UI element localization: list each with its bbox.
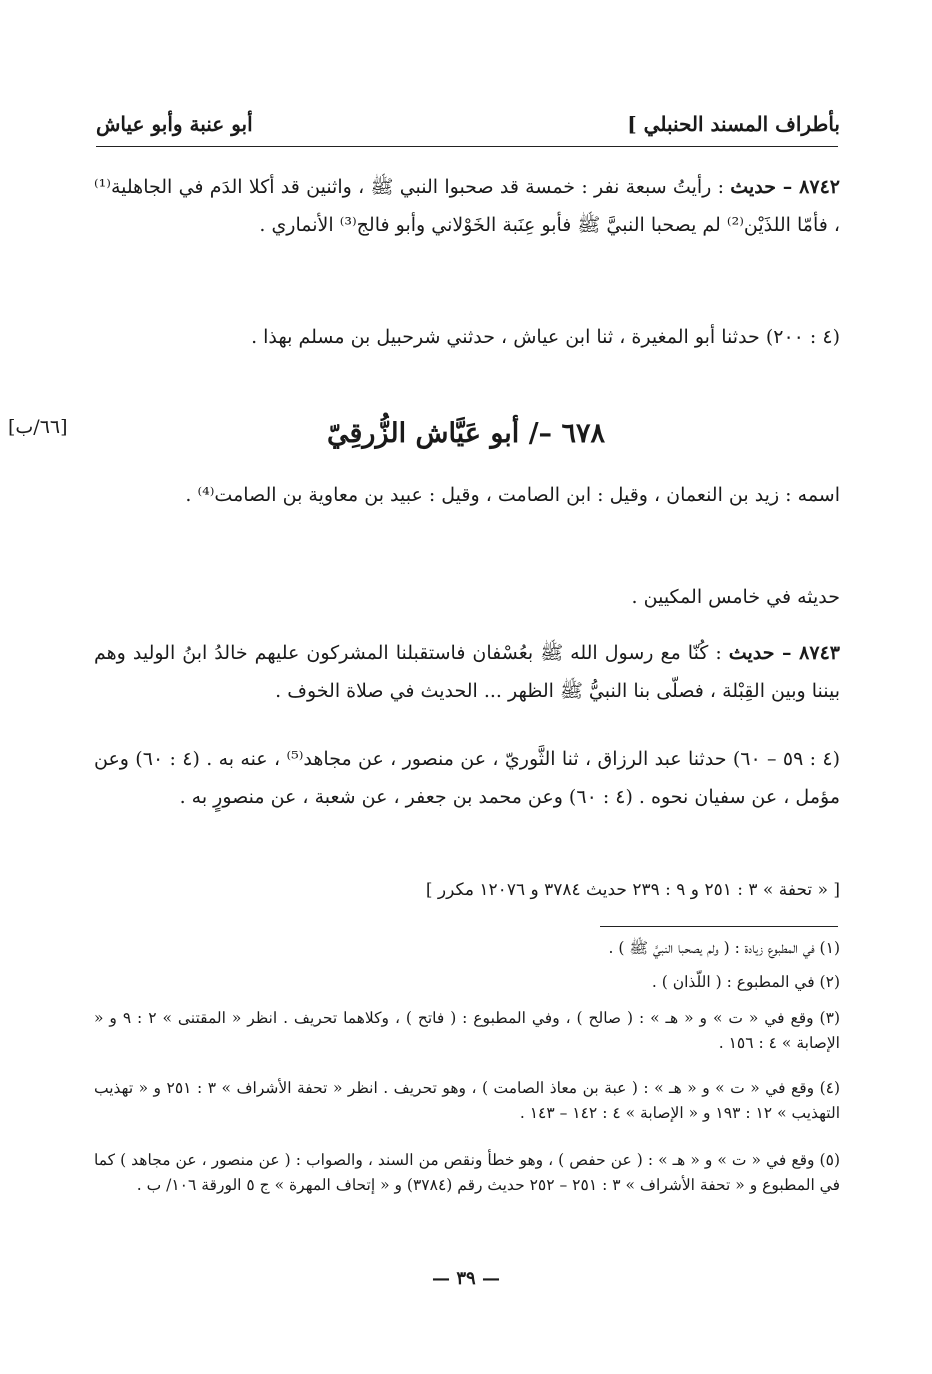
page-number: — ٣٩ — — [432, 1268, 500, 1289]
hadith-text-8743: : كُنّا مع رسول الله ﷺ بعُسْفان فاستقبلنا المشركون عليهم خالدُ ابنُ الوليد وهم بيننا وبين القِبْلة ، فصلّى بنا النبيُّ ﷺ الظهر ... الحديث في صلاة الخوف . — [94, 642, 840, 702]
hadith-number-8742: ٨٧٤٢ – حديث — [730, 176, 840, 198]
hadith-text-8742: : رأيتُ سبعة نفر : خمسة قد صحبوا النبي ﷺ ، واثنين قد أكلا الدَم في الجاهلية⁽¹⁾ ، فأمّا اللذَيْن⁽²⁾ لم يصحبا النبيَّ ﷺ فأبو عِنَبة الخَوْلاني وأبو فالج⁽³⁾ الأنماري . — [94, 176, 840, 236]
hadith-location-note: حديثه في خامس المكيين . — [631, 586, 840, 608]
running-header-chapter-title: أبو عنبة وأبو عياش — [96, 112, 253, 136]
footnote-rule — [600, 926, 838, 927]
footnote-4: (٤) وقع في « ت » و « هـ » : ( عبة بن معاذ الصامت ) ، وهو تحريف . انظر « تحفة الأشراف » ٣ : ٢٥١ و « تهذيب التهذيب » ١٢ : ١٩٣ و « الإصابة » ٤ : ١٤٢ – ١٤٣ . — [94, 1079, 841, 1122]
header-rule — [96, 146, 838, 147]
footnote-2: (٢) في المطبوع : ( اللّذان ) . — [651, 973, 840, 991]
manuscript-folio-note: [٦٦/ب] — [8, 416, 68, 438]
footnote-1: (١) في المطبوع زيادة : ( ولم يصحبا النبيَّ ﷺ ) . — [608, 939, 840, 957]
section-title: ٦٧٨ –/ أبو عَيَّاش الزُّرقِيّ — [327, 418, 605, 449]
hadith-number-8743: ٨٧٤٣ – حديث — [728, 642, 840, 664]
isnad-8742: (٤ : ٢٠٠) حدثنا أبو المغيرة ، ثنا ابن عياش ، حدثني شرحبيل بن مسلم بهذا . — [251, 326, 840, 348]
biography-paragraph: اسمه : زيد بن النعمان ، وقيل : ابن الصامت ، وقيل : عبيد بن معاوية بن الصامت⁽⁴⁾ . — [185, 484, 840, 506]
footnote-5: (٥) وقع في « ت » و « هـ » : ( عن حفص ) ، وهو خطأ ونقص من السند ، والصواب : ( عن منصور ، عن مجاهد ) كما في المطبوع و « تحفة الأشراف » ٣ : ٢٥١ – ٢٥٢ حديث رقم (٣٧٨٤) و « إتحاف المهرة » ج ٥ الورقة ١٠٦/ ب . — [94, 1151, 840, 1194]
running-header-book-title: بأطراف المسند الحنبلي ] — [627, 112, 840, 136]
footnote-3: (٣) وقع في « ت » و « هـ » : ( صالح ) ، وفي المطبوع : ( فاتح ) ، وكلاهما تحريف . انظر « المقتنى » ٢ : ٩ و « الإصابة » ٤ : ١٥٦ . — [94, 1009, 840, 1052]
hadith-8743 — [94, 634, 840, 710]
isnad-8743: (٤ : ٥٩ – ٦٠) حدثنا عبد الرزاق ، ثنا الثَّوريّ ، عن منصور ، عن مجاهد⁽⁵⁾ ، عنه به . (٤ : ٦٠) وعن مؤمل ، عن سفيان نحوه . (٤ : ٦٠) وعن محمد بن جعفر ، عن شعبة ، عن منصورٍ به . — [94, 748, 840, 808]
hadith-8742 — [94, 168, 840, 244]
tuhfa-reference: [ « تحفة » ٣ : ٢٥١ و ٩ : ٢٣٩ حديث ٣٧٨٤ و ١٢٠٧٦ مكرر ] — [425, 880, 840, 900]
